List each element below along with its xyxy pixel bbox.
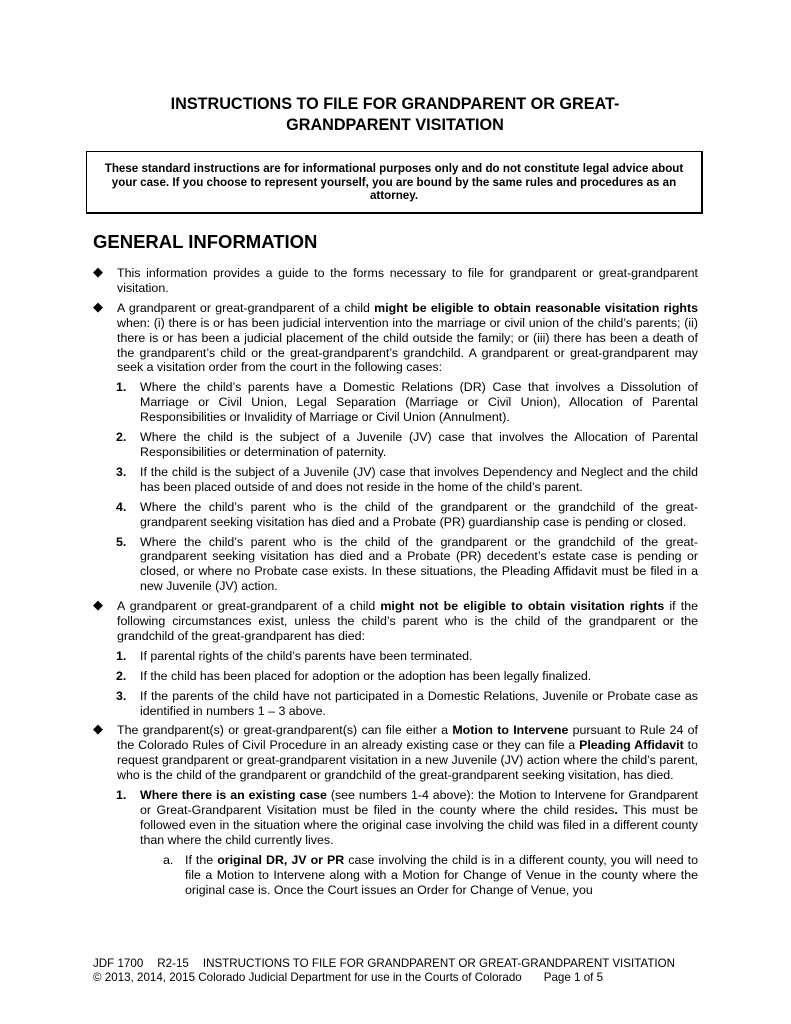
- numbered-item: [93, 380, 698, 425]
- numbered-item: [93, 649, 698, 664]
- item-text: Where the child’s parent who is the child of the grandparent or the grandchild of the great-grandparent seeking visitation has died and a Probate (PR) decedent’s estate case is pending or closed, or where no Probate case exists. In these situations, the Pleading Affidavit must be filed in a new Juvenile (JV) action.: [140, 534, 698, 594]
- item-text: Where the child’s parents have a Domestic Relations (DR) Case that involves a Dissolution of Marriage or Civil Union, Legal Separation (Marriage or Civil Union), Allocation of Parental Responsibilities or Invalidity of Marriage or Civil Union (Annulment).: [140, 380, 698, 425]
- subitem-bold-text: original DR, JV or PR: [217, 852, 345, 867]
- subitem-text: If the: [185, 852, 218, 867]
- bullet-item: [93, 723, 698, 783]
- title-line-1: INSTRUCTIONS TO FILE FOR GRANDPARENT OR GREAT-: [170, 95, 620, 113]
- item-text: This must be followed even in the situation where the original case involving the child was filed in a different county than where the child currently lives.: [140, 803, 698, 847]
- bullet-bold-text: Motion to Intervene: [452, 723, 569, 738]
- numbered-item: [93, 689, 698, 719]
- general-information-content: [93, 266, 698, 902]
- item-number: 5.: [116, 534, 127, 549]
- lettered-subitem: [93, 853, 698, 898]
- bullet-text: The grandparent(s) or great-grandparent(s) can file either a: [117, 723, 453, 738]
- item-number: 2.: [116, 668, 127, 683]
- numbered-item: [93, 500, 698, 530]
- bullet-text: to request grandparent or great-grandparent visitation in a new Juvenile (JV) action where the child’s parent, who is the child of the grandparent or grandchild of the great-grandparent seeking visitation, has died.: [117, 738, 698, 783]
- item-number: 1.: [116, 788, 127, 803]
- item-bold-text: Where there is an existing case: [140, 788, 327, 803]
- bullet-item: [93, 266, 698, 296]
- bullet-bold-text: might be eligible to obtain reasonable visitation rights: [374, 300, 698, 315]
- item-text: If parental rights of the child’s parents have been terminated.: [140, 648, 473, 663]
- item-text: If the child is the subject of a Juvenile (JV) case that involves Dependency and Neglect and the child has been placed outside of and does not reside in the home of the child’s parent.: [140, 464, 698, 494]
- bullet-text: This information provides a guide to the forms necessary to file for grandparent or great-grandparent visitation.: [117, 266, 698, 295]
- footer-line-1: [93, 957, 675, 971]
- page-title: [100, 94, 690, 136]
- subitem-text: case involving the child is in a different county, you will need to file a Motion to Intervene along with a Motion for Change of Venue in the county where the original case is. Once the Court issues an Order for Change of Venue, you: [185, 852, 698, 897]
- item-number: 4.: [116, 499, 127, 514]
- item-text: Where the child’s parent who is the child of the grandparent or the grandchild of the great-grandparent seeking visitation has died and a Probate (PR) guardianship case is pending or closed.: [140, 499, 698, 529]
- diamond-bullet-icon: ◆: [93, 721, 103, 737]
- item-text: If the child has been placed for adoption or the adoption has been legally finalized.: [140, 668, 592, 683]
- diamond-bullet-icon: ◆: [93, 298, 103, 314]
- title-line-2: GRANDPARENT VISITATION: [286, 116, 504, 134]
- item-number: 1.: [116, 648, 127, 663]
- item-bold-period: .: [614, 803, 618, 817]
- form-id: JDF 1700: [93, 957, 144, 970]
- item-text: (see numbers 1-4 above): the Motion to Intervene for Grandparent or Great-Grandparent Visitation must be filed in the county where the child resides: [140, 788, 698, 817]
- numbered-item: [93, 430, 698, 460]
- item-number: 1.: [116, 380, 127, 395]
- copyright-text: © 2013, 2014, 2015 Colorado Judicial Department for use in the Courts of Colorado: [93, 971, 522, 984]
- section-heading: GENERAL INFORMATION: [93, 231, 318, 252]
- bullet-text: when: (i) there is or has been judicial intervention into the marriage or civil union of the child’s parents; (ii) there is or has been a judicial placement of the child outside the family; or (iii) there has been a death of the grandparent’s child or the great-grandparent’s grandchild. A grandparent or great-grandparent may seek a visitation order from the court in the following cases:: [117, 315, 698, 375]
- item-number: 2.: [116, 430, 127, 445]
- item-number: 3.: [116, 464, 127, 479]
- numbered-item: [93, 669, 698, 684]
- bullet-text: pursuant to Rule 24 of the Colorado Rules of Civil Procedure in an already existing case or they can file a: [117, 723, 698, 753]
- bullet-item: [93, 298, 698, 376]
- diamond-bullet-icon: ◆: [93, 264, 103, 279]
- footer-line-2: [93, 971, 675, 985]
- numbered-item: [93, 535, 698, 595]
- form-revision: R2-15: [157, 957, 189, 970]
- bullet-text: A grandparent or great-grandparent of a child: [117, 300, 375, 315]
- page-number: Page 1 of 5: [543, 971, 604, 984]
- diamond-bullet-icon: ◆: [93, 597, 103, 613]
- subitem-letter: a.: [163, 852, 174, 867]
- disclaimer-box: These standard instructions are for informational purposes only and do not constitute legal advice about your case. If you choose to represent yourself, you are bound by the same rules and procedures as an attorney.: [86, 151, 703, 214]
- page-footer: [93, 957, 675, 985]
- numbered-item: [93, 465, 698, 495]
- item-text: If the parents of the child have not participated in a Domestic Relations, Juvenile or Probate case as identified in numbers 1 – 3 above.: [140, 688, 698, 718]
- bullet-bold-text: Pleading Affidavit: [579, 738, 684, 753]
- numbered-item: [93, 788, 698, 848]
- item-text: Where the child is the subject of a Juvenile (JV) case that involves the Allocation of Parental Responsibilities or determination of paternity.: [140, 430, 698, 459]
- bullet-item: [93, 599, 698, 644]
- bullet-text: A grandparent or great-grandparent of a child: [117, 599, 381, 614]
- bullet-text: if the following circumstances exist, unless the child’s parent who is the child of the grandparent or the grandchild of the great-grandparent has died:: [117, 599, 698, 643]
- item-number: 3.: [116, 688, 127, 703]
- footer-form-title: INSTRUCTIONS TO FILE FOR GRANDPARENT OR GREAT-GRANDPARENT VISITATION: [202, 957, 676, 970]
- bullet-bold-text: might not be eligible to obtain visitation rights: [380, 599, 665, 614]
